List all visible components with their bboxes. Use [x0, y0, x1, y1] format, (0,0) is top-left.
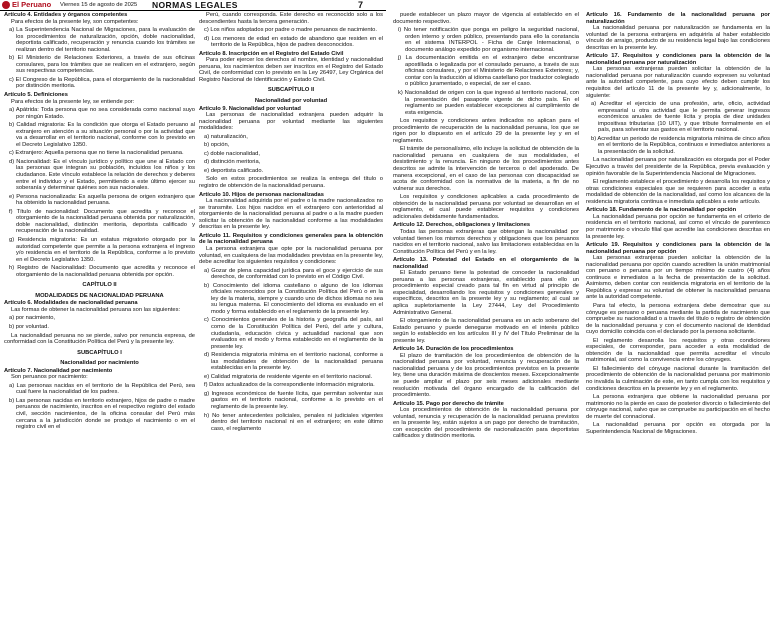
article-heading: Artículo 7. Nacionalidad por nacimiento — [4, 367, 113, 374]
list-item: b) Calidad migratoria: Es la condición que otorga el Estado peruano al extranjero en atención a su situación personal o por la actividad que va a desarrollar en el territorio nacional, conforme con lo previsto en el Decreto Legislativo 1350. — [9, 122, 195, 148]
chapter-heading: MODALIDADES DE NACIONALIDAD PERUANA — [35, 292, 164, 299]
article-heading: Artículo 15. Pago por derecho de trámite — [393, 400, 504, 407]
list-item: f) Título de nacionalidad: Documento que acredita y reconoce el otorgamiento de la nacionalidad peruana obtenida por naturalización, doble nacionalidad, distinción meritoria, deportista calificado y recuperación de la nacionalidad. — [9, 208, 195, 235]
article-body: La nacionalidad peruana por naturalización se fundamenta en la voluntad de la persona extranjera en adquirirla al haber establecido vínculo de arraigo, producto de su residencia legal bajo las condiciones descritas en la presente ley. — [586, 25, 770, 51]
chapter-heading: SUBCAPÍTULO II — [267, 87, 315, 94]
paragraph: Perú, cuando corresponda. Este derecho es reconocido solo a los descendientes hasta la tercera generación. — [199, 12, 383, 25]
article-body: El plazo de tramitación de los procedimientos de obtención de la nacionalidad peruana por voluntad, renuncia y recuperación de la nacionalidad peruana y de los procedimientos previstos en la presente ley, tiene una duración máxima de doscientos meses. Excepcionalmente se puede ampliar el plazo por seis meses adicionales mediante resolución motivada del órgano encargado de la calificación del procedimiento. — [393, 352, 579, 399]
list-item: a) Gozar de plena capacidad jurídica para el goce y ejercicio de sus derechos, de conformidad con lo previsto en el Código Civil. — [204, 267, 383, 281]
list-item: a) por nacimiento, — [9, 315, 56, 322]
article-body: Para efectos de la presente ley, son competentes: — [11, 18, 139, 25]
paragraph: El reglamento desarrolla los requisitos y otras condiciones especiales, de corresponder, para acceder a esta modalidad de obtención de la nacionalidad que permita acreditar el vínculo matrimonial, así como la convivencia entre los cónyuges. — [586, 337, 770, 364]
paragraph: La nacionalidad peruana por opción es otorgada por la Superintendencia Nacional de Migraciones. — [586, 422, 770, 435]
article-heading: Artículo 17. Requisitos y condiciones para la obtención de la nacionalidad peruana por naturalización — [586, 53, 770, 66]
list-item: a) Las personas nacidas en el territorio de la República del Perú, sea cual fuere la nacionalidad de los padres. — [9, 382, 195, 396]
header-divider — [0, 10, 386, 11]
paragraph: Para tal efecto, la persona extranjera debe demostrar que su cónyuge es peruano o peruana mediante la partida de nacimiento que compruebe su nacionalidad o a través del título o registro de obtención de la nacionalidad peruana y con el documento nacional de identidad cuyo domicilio coincida con el declarado por la persona solicitante. — [586, 302, 770, 336]
article-heading: Artículo 16. Fundamento de la nacionalidad peruana por naturalización — [586, 12, 770, 25]
list-item: a) La Superintendencia Nacional de Migraciones, para la evaluación de los procedimientos de naturalización, opción, doble nacionalidad, deportista calificado, recuperación y renuncia cuando los trámites se realizan dentro del territorio nacional. — [9, 27, 195, 53]
chapter-heading: Nacionalidad por voluntad — [254, 98, 328, 105]
article-heading: Artículo 8. Inscripción en el Registro del Estado Civil — [199, 50, 344, 57]
publication-date: Viernes 15 de agosto de 2025 — [60, 2, 138, 8]
article-body: La nacionalidad adquirida por el padre o la madre nacionalizados no se transmite. Los hijos nacidos en el extranjero con anterioridad al otorgamiento de la nacionalidad peruana al padre o a la madre pueden solicitar la obtención de la nacionalidad conforme a las modalidades descritas en la presente ley. — [199, 198, 383, 231]
article-body: Todas las personas extranjeras que obtengan la nacionalidad por voluntad tienen los mismos derechos y obligaciones que los peruanos nacidos en el territorio nacional, salvo las limitaciones establecidas en la Constitución Política del Perú y en la ley. — [393, 228, 579, 255]
paragraph: Solo en estos procedimientos se realiza la entrega del título o registro de obtención de la nacionalidad peruana. — [199, 176, 383, 190]
article-body: Para poder ejercer los derechos al nombre, identidad y nacionalidad peruana, los nacimientos deben ser inscritos en el Registro del Estado Civil, de conformidad con lo previsto en la Ley 26497, Ley Orgánica del Registro Nacional de Identificación y Estado Civil. — [199, 57, 383, 83]
paragraph: puede establecer un plazo mayor de vigencia al establecido en el documento respectivo. — [393, 12, 579, 25]
paragraph: La persona extranjera que obtiene la nacionalidad peruana por matrimonio no la pierde en caso de posterior divorcio o fallecimiento del cónyuge nacional, salvo que se compruebe su participación en el hecho de muerte del connacional. — [586, 394, 770, 420]
article-heading: Artículo 5. Definiciones — [4, 92, 68, 99]
list-item: a) naturalización, — [204, 133, 248, 140]
paragraph: El otorgamiento de la nacionalidad peruana es un acto soberano del Estado peruano y puede denegarse motivado en el interés público según lo establecido en los artículos III y IV del Título Preliminar de la presente ley. — [393, 318, 579, 344]
article-heading: Artículo 19. Requisitos y condiciones para la obtención de la nacionalidad peruana por opción — [586, 242, 770, 255]
list-item: d) Residencia migratoria mínima en el territorio nacional, conforme a las modalidades de obtención de la nacionalidad peruana establecidas en la presente ley. — [204, 352, 383, 372]
masthead-brand — [2, 0, 51, 10]
paragraph: El reglamento establece el procedimiento y desarrolla los requisitos y otras condiciones especiales que se requieren para acceder a esta modalidad de obtención de la nacionalidad, así como los alcances de la residencia migratoria continua e inmediata aplicables a este artículo. — [586, 179, 770, 205]
text-column-3 — [393, 12, 579, 624]
text-column-1 — [4, 12, 195, 624]
article-body: La persona extranjera que opte por la nacionalidad peruana por voluntad, en cualquiera de las modalidades previstas en la presente ley, debe acreditar los siguientes requisitos y condiciones: — [199, 245, 383, 266]
chapter-heading: CAPÍTULO II — [82, 282, 117, 289]
article-heading: Artículo 4. Entidades y órganos competentes — [4, 12, 128, 18]
article-body: Las personas de nacionalidad extranjera pueden adquirir la nacionalidad peruana por voluntad mediante las siguientes modalidades: — [199, 112, 383, 132]
list-item: h) Registro de Nacionalidad: Documento que acredita y reconoce el otorgamiento de la nacionalidad peruana obtenida por opción. — [9, 265, 195, 278]
article-heading: Artículo 9. Nacionalidad por voluntad — [199, 105, 301, 112]
el-peruano-logo-icon — [2, 1, 10, 9]
list-item: c) Extranjero: Aquella persona que no tiene la nacionalidad peruana. — [9, 150, 184, 157]
text-column-2 — [199, 12, 383, 624]
article-body: Las personas extranjeras pueden solicitar la obtención de la nacionalidad peruana por naturalización cuando expresen su voluntad ante la autoridad competente, para cuyo efecto deben cumplir los requisitos del artículo 11 de la presente ley y, adicionalmente, lo siguiente: — [586, 66, 770, 99]
list-item: e) Calidad migratoria de residente vigente en el territorio nacional. — [204, 373, 373, 380]
article-body: La nacionalidad peruana por opción se fundamenta en el criterio de residencia en el territorio nacional, así como el vínculo de parentesco por matrimonio o vínculo filial que acredite las condiciones descritas en la presente ley. — [586, 213, 770, 240]
list-item: c) Los niños adoptados por padre o madre peruanos de nacimiento. — [204, 27, 377, 34]
list-item: e) Persona nacionalizada: Es aquella persona de origen extranjero que ha obtenido la nacionalidad peruana. — [9, 193, 195, 207]
article-heading: Artículo 18. Fundamento de la nacionalidad por opción — [586, 207, 737, 214]
article-body: Las formas de obtener la nacionalidad peruana son las siguientes: — [11, 306, 181, 313]
list-item: c) Conocimientos generales de la historia y geografía del país, así como de la Constitución Política del Perú, del arte y cultura, ciudadanía, educación cívica y actualidad nacional que son evaluados en el modo y forma establecido en el reglamento de la presente ley. — [204, 317, 383, 350]
list-item: j) La documentación emitida en el extranjero debe encontrarse apostillada o legalizada por el consulado peruano, a través de sus oficinas consulares, y por el Ministerio de Relaciones Exteriores; y, contar con la traducción al idioma castellano por traductor colegiado o público juramentado, o especial, de ser el caso. — [398, 55, 579, 88]
list-item: c) doble nacionalidad, — [204, 150, 260, 157]
article-body: Son peruanos por nacimiento: — [11, 374, 88, 381]
list-item: g) Residencia migratoria: Es un estatus migratorio otorgado por la autoridad competente que permite a la persona extranjera el ingreso y/o residencia en el territorio de la República, conforme a lo previsto en el Decreto Legislativo 1350. — [9, 236, 195, 263]
paragraph: La nacionalidad peruana por naturalización es otorgada por el Poder Ejecutivo a través del presidente de la República, previa evaluación y opinión favorable de la Superintendencia Nacional de Migraciones. — [586, 157, 770, 177]
brand-name: El Peruano — [12, 0, 52, 9]
list-item: d) Nacionalidad: Es el vínculo jurídico y político que une al Estado con las personas que integran su población, incluidos los niños y los ciudadanos. Este vínculo establece la relación de derechos y deberes entre el individuo y el Estado, permitiendo a este último ejercer su soberanía y determinar quiénes son sus nacionales. — [9, 158, 195, 192]
article-heading: Artículo 11. Requisitos y condiciones generales para la obtención de la nacionalidad peruana — [199, 232, 383, 246]
list-item: a) Apátrida: Toda persona que no sea considerada como nacional suyo por ningún Estado. — [9, 107, 195, 120]
page-number: 7 — [358, 0, 364, 10]
page-header — [0, 0, 773, 11]
article-body: Los procedimientos de obtención de la nacionalidad peruana por voluntad, renuncia y recuperación de la nacionalidad peruana previstos en la presente ley, están sujetos a un pago por derecho de tramitación, con excepción del procedimiento de nacionalización para deportistas calificados y distinción meritoria. — [393, 407, 579, 440]
list-item: b) opción, — [204, 142, 230, 149]
paragraph: El trámite de personalísimo, ello incluye la solicitud de obtención de la nacionalidad peruana en cualquiera de sus modalidades, el desistimiento y la renuncia. En ninguno de los procedimientos antes descritos se admite la intervención de terceros o del apoderado. De manera excepcional, en el caso de las personas con discapacidad se acota de conformidad con la normativa de la materia, a fin de no vulnerar sus derechos. — [393, 146, 579, 192]
list-item: g) Ingresos económicos de fuente lícita, que permitan solventar sus gastos en el territorio nacional, conforme a lo previsto en el reglamento de la presente ley. — [204, 390, 383, 410]
list-item: b) Acreditar un periodo de residencia migratoria mínima de cinco años en el territorio de la República, continuos e inmediatos anteriores a la presentación de la solicitud. — [591, 135, 770, 155]
text-column-4 — [586, 12, 770, 624]
list-item: a) Acreditar el ejercicio de una profesión, arte, oficio, actividad empresarial u otra actividad que le permita generar ingresos económicos anuales de fuente lícita y propia de diez unidades impositivas tributarias (10 UIT), y que tribute formalmente en el país, para solventar sus gastos en el territorio nacional. — [591, 101, 770, 134]
article-heading: Artículo 10. Hijos de personas nacionalizadas — [199, 191, 324, 198]
article-heading: Artículo 12. Derechos, obligaciones y limitaciones — [393, 222, 531, 229]
list-item: b) por voluntad. — [9, 323, 49, 330]
list-item: i) No tener notificación que ponga en peligro la seguridad nacional, orden interno y orden público, presentando para ello la constancia en el sistema INTERPOL - Ficha de Canje Internacional, o documento análogo expedido por organismo internacional. — [398, 27, 579, 53]
chapter-heading: SUBCAPÍTULO I — [77, 349, 122, 356]
chapter-heading: Nacionalidad por nacimiento — [60, 360, 139, 367]
article-body: Las personas extranjeras pueden solicitar la obtención de la nacionalidad peruana por opción cuando acrediten la unión matrimonial con peruano o peruana por un tiempo mínimo de cuatro (4) años continuos e inmediatos a la fecha de presentación de la solicitud. Asimismo, deben contar con residencia migratoria en el territorio de la República y expresar su voluntad de obtener la nacionalidad peruana ante la autoridad competente. — [586, 255, 770, 301]
article-heading: Artículo 6. Modalidades de nacionalidad peruana — [4, 300, 138, 307]
list-item: c) El Congreso de la República, para el otorgamiento de la nacionalidad por distinción meritoria. — [9, 76, 195, 90]
article-body: El Estado peruano tiene la potestad de conceder la nacionalidad peruana a las personas extranjeras, establecido para ello un procedimiento especial creado para tal fin en virtud al principio de especialidad, desarrollando los requisitos y condiciones generales y específicos, descritos en la presente ley y su reglamento; al cual se aplica supletoriamente la Ley 27444, Ley del Procedimiento Administrativo General. — [393, 270, 579, 316]
list-item: k) Nacionalidad de origen con la que ingresó al territorio nacional, con la presentación del pasaporte vigente de dicho país. En el reglamento se pueden establecer excepciones al cumplimiento de esta exigencia. — [398, 90, 579, 116]
list-item: b) El Ministerio de Relaciones Exteriores, a través de sus oficinas consulares, para los trámites que se realicen en el extranjero, según sus respectivas competencias. — [9, 55, 195, 75]
paragraph: Los requisitos y condiciones antes indicados no aplican para el procedimiento de recuperación de la nacionalidad peruana, los que se rigen por lo dispuesto en el artículo 29 de la presente ley y en el reglamento. — [393, 118, 579, 144]
section-title: NORMAS LEGALES — [152, 0, 238, 10]
article-heading: Artículo 14. Duración de los procedimientos — [393, 346, 514, 353]
paragraph: La nacionalidad peruana no se pierde, salvo por renuncia expresa, de conformidad con la Constitución Política del Perú y la presente ley. — [4, 332, 195, 346]
article-body: Para efectos de la presente ley, se entiende por: — [11, 98, 135, 105]
list-item: d) distinción meritoria, — [204, 159, 261, 166]
article-heading: Artículo 13. Potestad del Estado en el otorgamiento de la nacionalidad — [393, 257, 579, 270]
list-item: b) Conocimiento del idioma castellano o alguno de los idiomas oficiales reconocidos por la Constitución Política del Perú o en la ley de la materia, siempre y cuando uno de dichos idiomas no sea su lengua materna. El conocimiento del idioma es evaluado en el modo y forma establecido en el reglamento de la presente ley. — [204, 282, 383, 315]
list-item: d) Los menores de edad en estado de abandono que residen en el territorio de la República, hijos de padres desconocidos. — [204, 35, 383, 49]
paragraph: El fallecimiento del cónyuge nacional durante la tramitación del procedimiento de obtención de la nacionalidad peruana por matrimonio no invalida la culminación de este, en tanto cumpla con los requisitos y condiciones descritos en la presente ley y en el reglamento. — [586, 365, 770, 392]
list-item: e) deportista calificado. — [204, 167, 264, 174]
list-item: h) No tener antecedentes policiales, penales ni judiciales vigentes dentro del territorio nacional ni en el extranjero; en este último caso, el reglamento — [204, 412, 383, 432]
list-item: b) Las personas nacidas en territorio extranjero, hijos de padre o madre peruanos de nacimiento, inscritos en el respectivo registro del estado civil, sección nacimientos, de la oficina consular del Perú más cercana a la jurisdicción donde se produjo el nacimiento o en el registro civil en el — [9, 397, 195, 431]
paragraph: Los requisitos y condiciones aplicables a cada procedimiento de obtención de la nacionalidad peruana por voluntad se desarrollan en el reglamento, el cual puede establecer requisitos y condiciones adicionales debidamente fundamentados. — [393, 194, 579, 220]
list-item: f) Datos actualizados de la correspondiente información migratoria. — [204, 382, 375, 389]
